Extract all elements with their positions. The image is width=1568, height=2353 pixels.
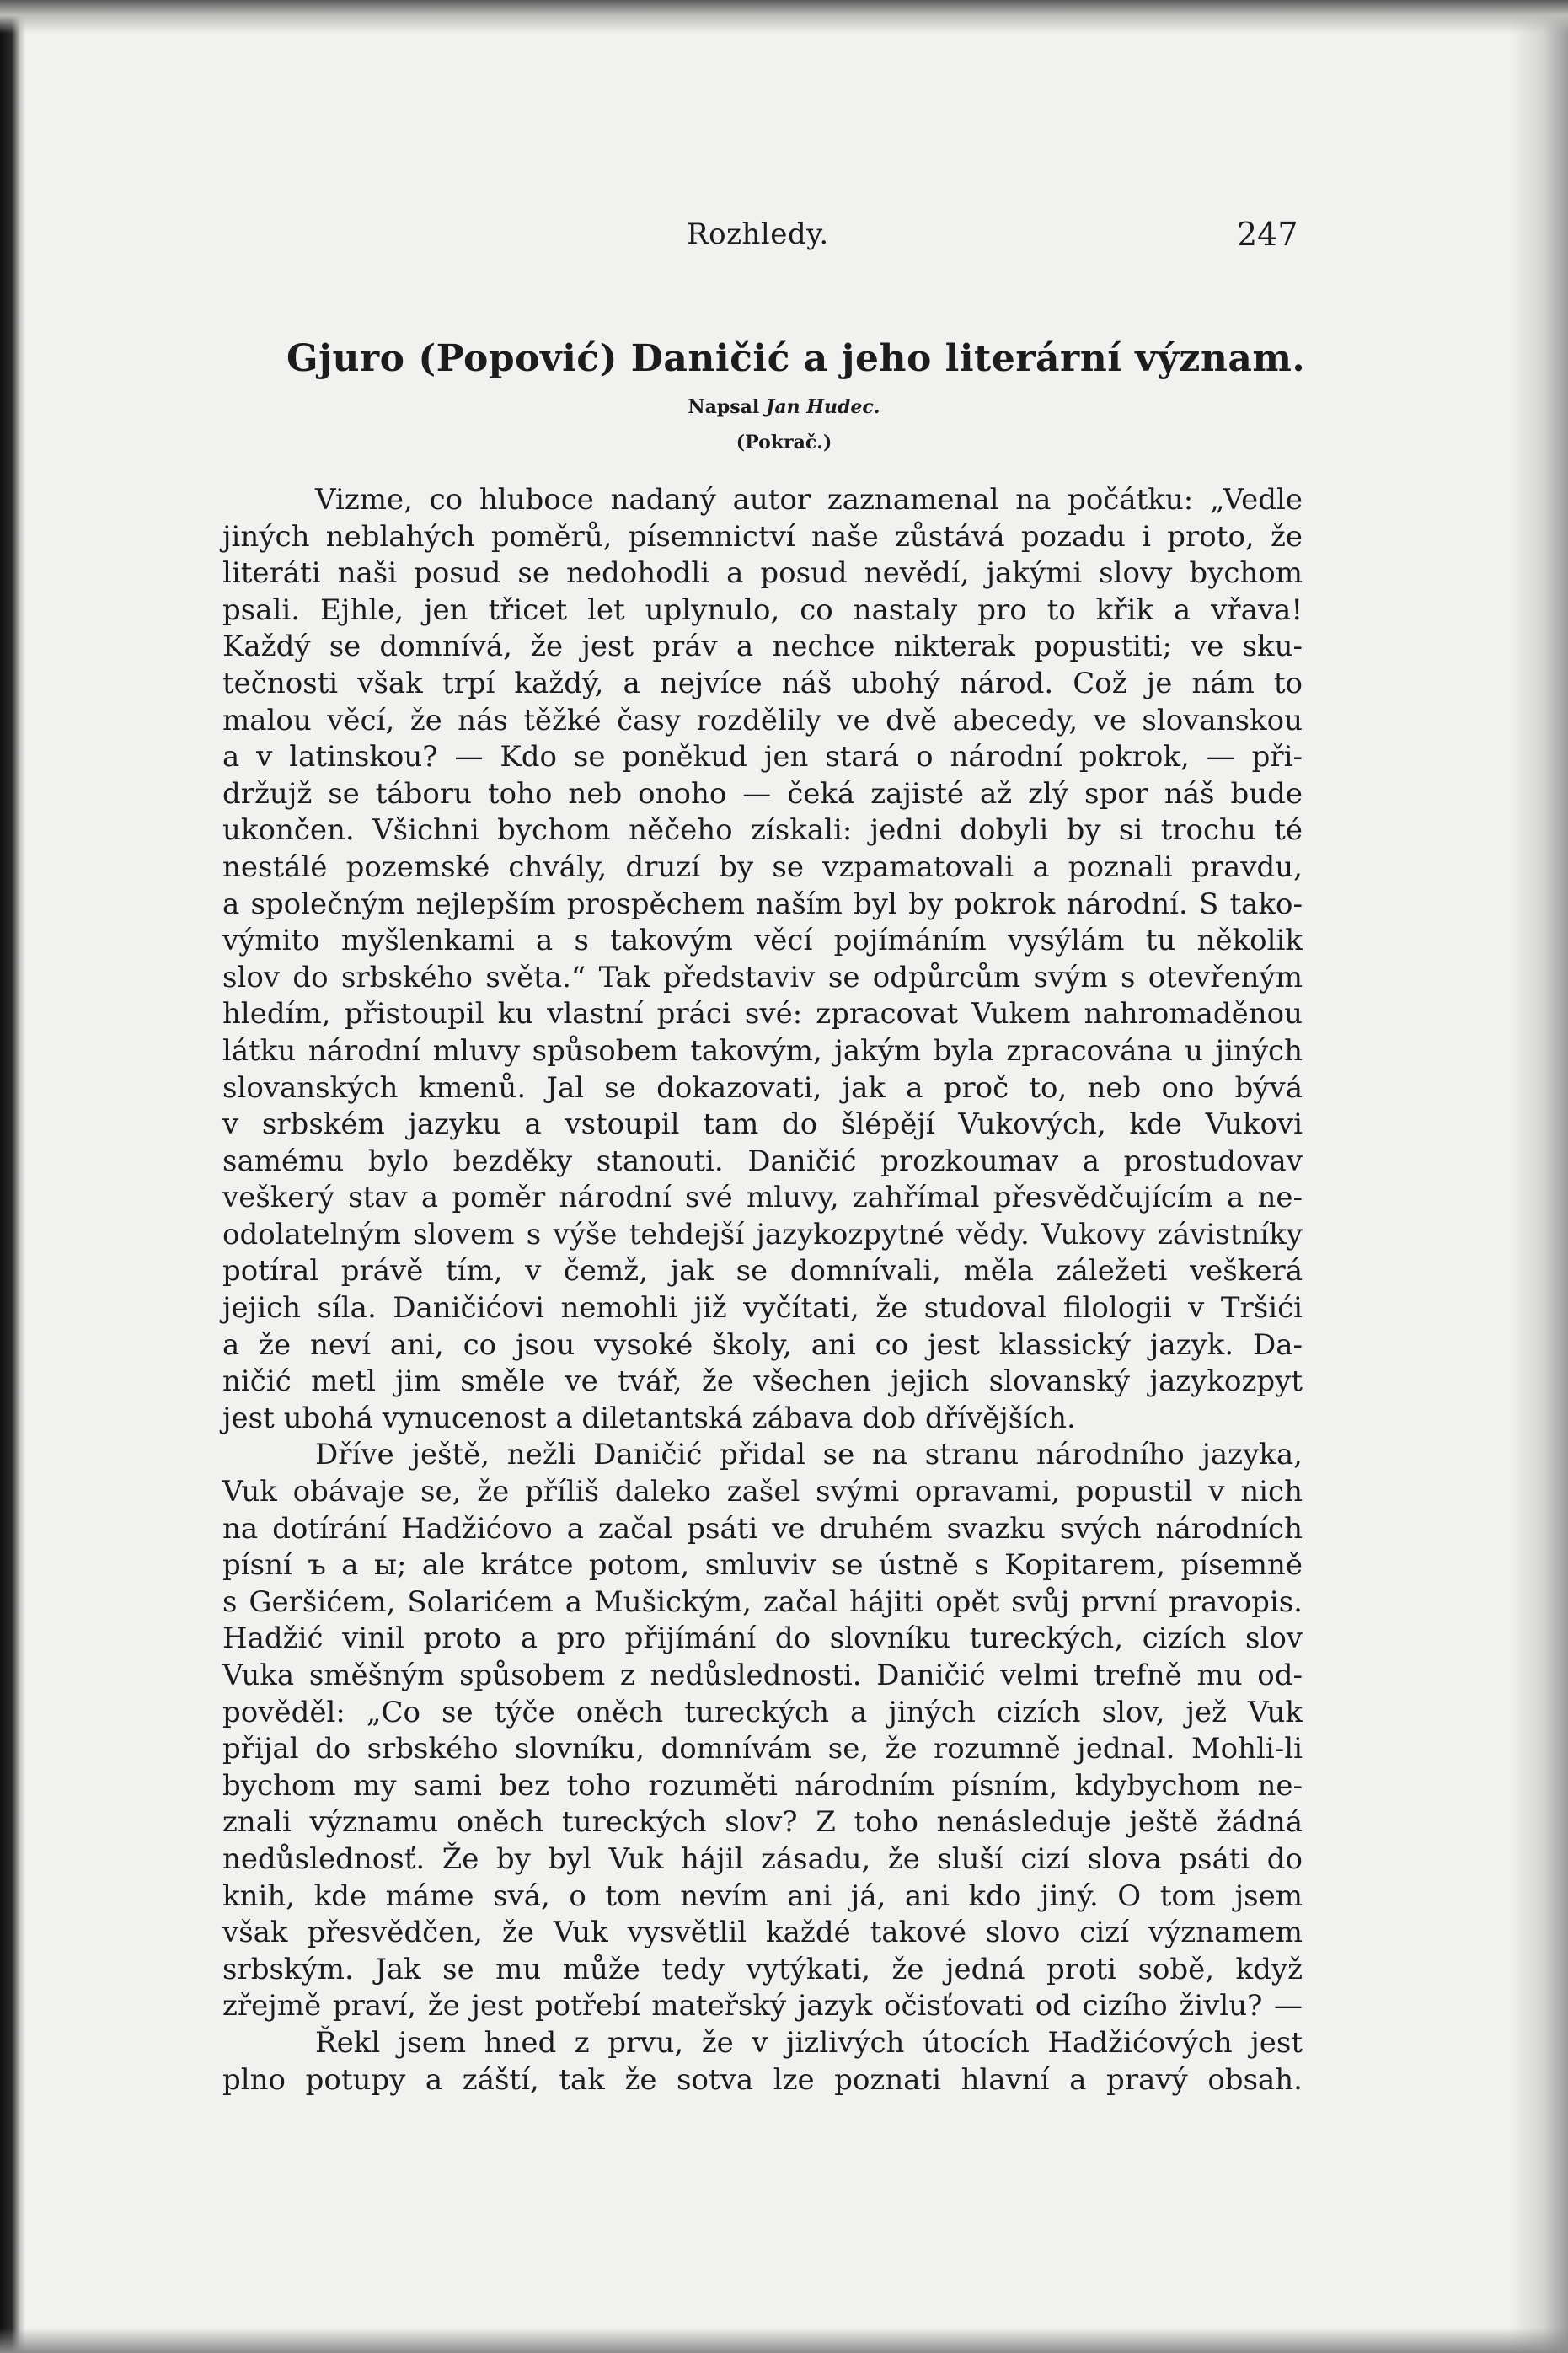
scan-border-bottom bbox=[0, 2328, 1568, 2353]
text-line: malou věcí, že nás těžké časy rozdělily ve dvě abecedy, ve slovanskou bbox=[222, 703, 1303, 737]
text-line: však přesvědčen, že Vuk vysvětlil každé takové slovo cizí významem bbox=[222, 1916, 1303, 1950]
text-line: písní ъ a ы; ale krátce potom, smluviv se ústně s Kopitarem, písemně bbox=[222, 1548, 1303, 1583]
text-line: veškerý stav a poměr národní své mluvy, zahřímal přesvědčujícím a ne- bbox=[222, 1181, 1303, 1215]
text-line: potíral právě tím, v čemž, jak se domnívali, měla záležeti veškerá bbox=[222, 1254, 1303, 1289]
text-line: Vizme, co hluboce nadaný autor zaznamenal na počátku: „Vedle bbox=[315, 483, 1303, 517]
scan-border-left bbox=[0, 0, 25, 2353]
text-line: tečnosti však trpí každý, a nejvíce náš ubohý národ. Což je nám to bbox=[222, 666, 1303, 700]
text-line: v srbském jazyku a vstoupil tam do šlépějí Vukových, kde Vukovi bbox=[222, 1107, 1303, 1142]
text-line: bychom my sami bez toho rozuměti národním písním, kdybychom ne- bbox=[222, 1768, 1303, 1803]
author-name: Jan Hudec. bbox=[765, 396, 880, 418]
byline-prefix: Napsal bbox=[688, 396, 760, 418]
text-line: držujž se táboru toho neb onoho — čeká zajisté až zlý spor náš bude bbox=[222, 776, 1303, 811]
text-line: srbským. Jak se mu může tedy vytýkati, že jedná proti sobě, když bbox=[222, 1952, 1303, 1986]
text-line: plno potupy a záští, tak že sotva lze poznati hlavní a pravý obsah. bbox=[222, 2062, 1303, 2097]
text-line: na dotírání Hadžićovo a začal psáti ve druhém svazku svých národních bbox=[222, 1511, 1303, 1546]
scan-border-right bbox=[1509, 0, 1568, 2353]
text-line: slovanských kmenů. Jal se dokazovati, jak a proč to, neb ono bývá bbox=[222, 1070, 1303, 1105]
text-line: a že neví ani, co jsou vysoké školy, ani co jest klassický jazyk. Da- bbox=[222, 1327, 1303, 1362]
text-line: znali významu oněch tureckých slov? Z toho nenásleduje ještě žádná bbox=[222, 1805, 1303, 1840]
text-line: Řekl jsem hned z prvu, že v jizlivých útocích Hadžićových jest bbox=[315, 2025, 1303, 2060]
text-line: nestálé pozemské chvály, druzí by se vzpamatovali a poznali pravdu, bbox=[222, 850, 1303, 884]
text-line: psali. Ejhle, jen třicet let uplynulo, co nastaly pro to křik a vřava! bbox=[222, 592, 1303, 627]
text-line: s Geršićem, Solarićem a Mušickým, začal hájiti opět svůj první pravopis. bbox=[222, 1584, 1303, 1619]
text-line: látku národní mluvy spůsobem takovým, jakým byla zpracována u jiných bbox=[222, 1033, 1303, 1068]
text-line: Každý se domnívá, že jest práv a nechce nikterak popustiti; ve sku- bbox=[222, 630, 1303, 664]
text-line: knih, kde máme svá, o tom nevím ani já, ani kdo jiný. O tom jsem bbox=[222, 1879, 1303, 1913]
text-line: hledím, přistoupil ku vlastní práci své: zpracovat Vukem nahromaděnou bbox=[222, 997, 1303, 1032]
text-line: literáti naši posud se nedohodli a posud nevědí, jakými slovy bychom bbox=[222, 556, 1303, 591]
text-line: výmito myšlenkami a s takovým věcí pojímáním vysýlám tu několik bbox=[222, 924, 1303, 958]
text-line: samému bylo bezděky stanouti. Daničić prozkoumav a prostudovav bbox=[222, 1144, 1303, 1178]
text-line: jejich síla. Daničićovi nemohli již vyčítati, že studoval filologii v Tršići bbox=[222, 1291, 1303, 1326]
article-title: Gjuro (Popović) Daničić a jeho literární význam. bbox=[286, 337, 1306, 380]
body-text bbox=[222, 482, 1303, 2098]
text-line: odolatelným slovem s výše tehdejší jazykozpytné vědy. Vukovy závistníky bbox=[222, 1217, 1303, 1252]
text-line: Vuk obávaje se, že příliš daleko zašel svými opravami, popustil v nich bbox=[222, 1475, 1303, 1509]
text-line: pověděl: „Co se týče oněch tureckých a jiných cizích slov, jež Vuk bbox=[222, 1695, 1303, 1729]
text-line: a v latinskou? — Kdo se poněkud jen stará o národní pokrok, — při- bbox=[222, 740, 1303, 775]
text-line: nedůslednosť. Že by byl Vuk hájil zásadu, že sluší cizí slova psáti do bbox=[222, 1841, 1303, 1876]
text-line: přijal do srbského slovníku, domnívám se, že rozumně jednal. Mohli-li bbox=[222, 1732, 1303, 1766]
text-line: ničić metl jim směle ve tvář, že všechen jejich slovanský jazykozpyt bbox=[222, 1364, 1303, 1399]
text-line: a společným nejlepším prospěchem naším byl by pokrok národní. S tako- bbox=[222, 887, 1303, 921]
text-line: Vuka směšným spůsobem z nedůslednosti. Daničić velmi trefně mu od- bbox=[222, 1659, 1303, 1692]
byline bbox=[0, 396, 1568, 418]
text-line: zřejmě praví, že jest potřebí mateřský jazyk očisťovati od cizího živlu? — bbox=[222, 1989, 1303, 2023]
running-head: Rozhledy. bbox=[687, 217, 829, 251]
text-line: slov do srbského světa.“ Tak představiv se odpůrcům svým s otevřeným bbox=[222, 960, 1303, 994]
text-line: Dříve ještě, nežli Daničić přidal se na stranu národního jazyka, bbox=[315, 1438, 1303, 1472]
text-line: Hadžić vinil proto a pro přijímání do slovníku tureckých, cizích slov bbox=[222, 1621, 1303, 1656]
text-line: ukončen. Všichni bychom něčeho získali: jedni dobyli by si trochu té bbox=[222, 813, 1303, 848]
text-line: jiných neblahých poměrů, písemnictví naše zůstává pozadu i proto, že bbox=[222, 519, 1303, 554]
page-number: 247 bbox=[1237, 216, 1298, 253]
text-line: jest ubohá vynucenost a diletantská zábava dob dřívějších. bbox=[222, 1401, 1076, 1435]
scan-border-top bbox=[0, 0, 1568, 34]
continuation-note: (Pokrač.) bbox=[736, 431, 832, 453]
